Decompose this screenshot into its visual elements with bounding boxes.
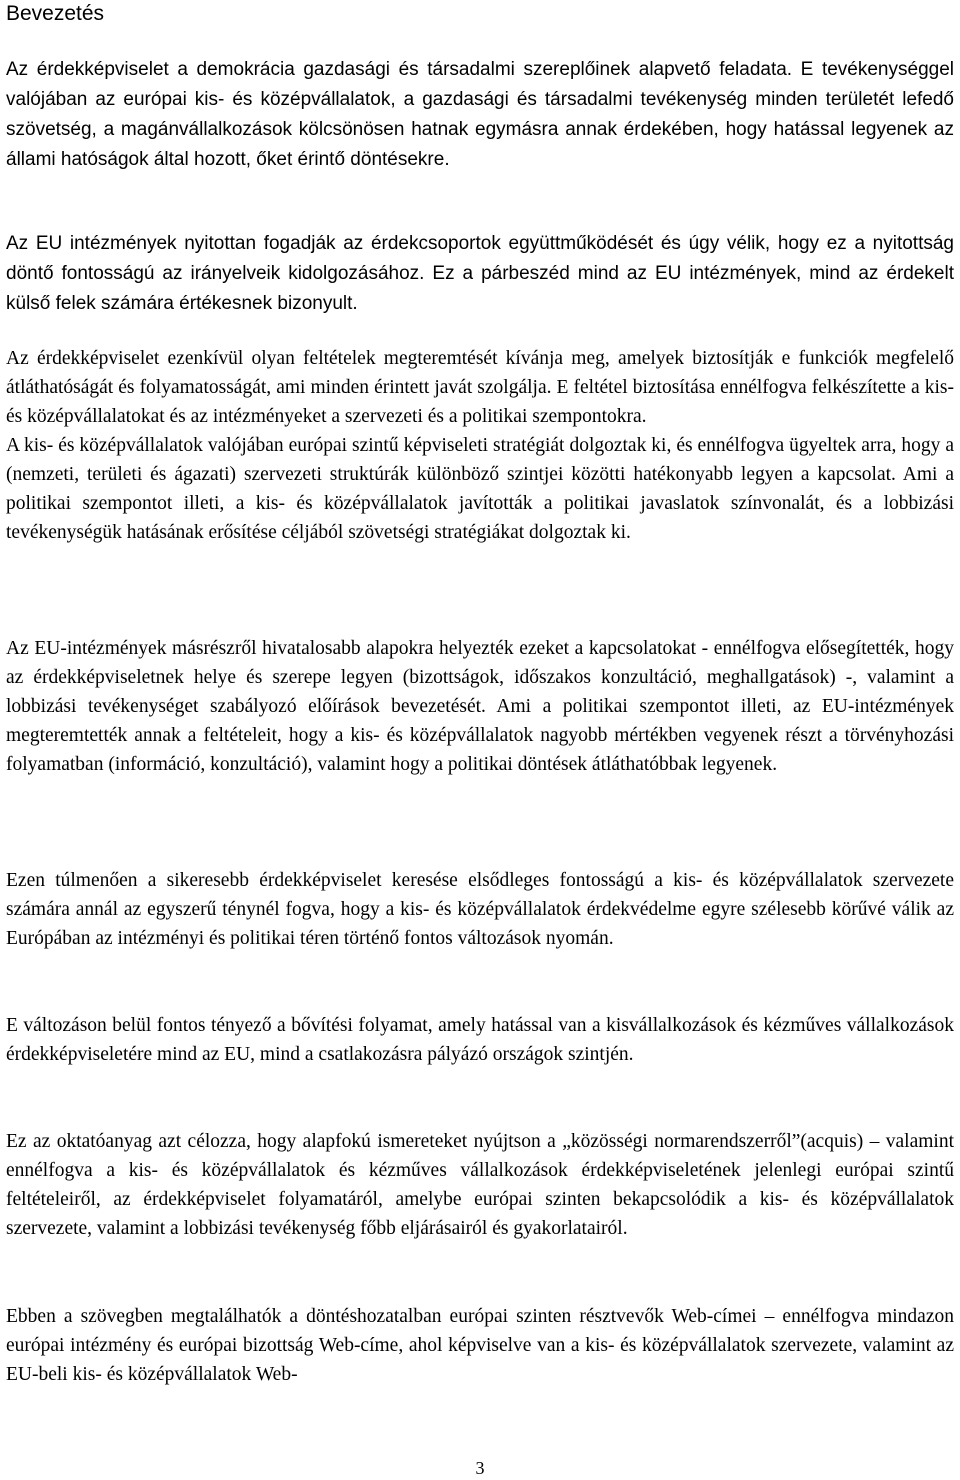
paragraph-group-institutions (6, 634, 954, 779)
paragraph-7: E változáson belül fontos tényező a bővítési folyamat, amely hatással van a kisvállalkozások és kézműves vállalkozások érdekképviseletére mind az EU, mind a csatlakozásra pályázó országok szintjén. (6, 1015, 954, 1065)
paragraph-9: Ebben a szövegben megtalálhatók a döntéshozatalban európai szinten résztvevők Web-címei – ennélfogva mindazon európai intézmény és európai bizottság Web-címe, ahol képviselve van a kis- és középvállalatok szervezete, valamint az EU-beli kis- és középvállalatok Web- (6, 1306, 954, 1385)
page-number: 3 (475, 1458, 485, 1478)
paragraph-1: Az érdekképviselet a demokrácia gazdasági és társadalmi szereplőinek alapvető feladata. E tevékenységgel valójában az európai kis- és középvállalatok, a gazdasági és társadalmi tevékenység minden területét lefedő szövetség, a magánvállalkozások kölcsönösen hatnak egymásra annak érdekében, hogy hatással legyenek az állami hatóságok által hozott, őket érintő döntésekre. (6, 59, 954, 170)
paragraph-group-success (6, 866, 954, 953)
paragraph-group-intro (6, 55, 954, 175)
paragraph-2: Az EU intézmények nyitottan fogadják az érdekcsoportok együttműködését és úgy vélik, hogy ez a nyitottság döntő fontosságú az irányelveik kidolgozásához. Ez a párbeszéd mind az EU intézmények, mind az érdekelt külső felek számára értékesnek bizonyult. (6, 233, 954, 314)
paragraph-group-lobby (6, 344, 954, 547)
paragraph-group-enlargement (6, 1011, 954, 1069)
section-heading: Bevezetés (6, 2, 105, 25)
paragraph-group-material (6, 1127, 954, 1243)
document-page (6, 0, 954, 1480)
paragraph-3: Az érdekképviselet ezenkívül olyan feltételek megteremtését kívánja meg, amelyek biztosítják e funkciók megfelelő átláthatóságát és folyamatosságát, ami minden érintett javát szolgálja. E feltétel biztosítása ennélfogva felkészítette a kis- és középvállalatokat és az intézményeket a szervezeti és a politikai szempontokra. (6, 348, 954, 427)
paragraph-group-eu (6, 229, 954, 319)
paragraph-6: Ezen túlmenően a sikeresebb érdekképviselet keresése elsődleges fontosságú a kis- és középvállalatok szervezete számára annál az egyszerű ténynél fogva, hogy a kis- és középvállalatok érdekvédelme egyre szélesebb körűvé válik az Európában az intézményi és politikai téren történő fontos változások nyomán. (6, 870, 954, 949)
paragraph-5: Az EU-intézmények másrészről hivatalosabb alapokra helyezték ezeket a kapcsolatokat - ennélfogva elősegítették, hogy az érdekképviseletnek helye és szerepe legyen (bizottságok, időszakos konzultáció, meghallgatások) -, valamint a lobbizási tevékenységet szabályozó előírások bevezetését. Ami a politikai szempontot illeti, az EU-intézmények megteremtették annak a feltételeit, hogy a kis- és középvállalatok nagyobb mértékben vegyenek részt a törvényhozási folyamatban (információ, konzultáció), valamint hogy a politikai döntések átláthatóbbak legyenek. (6, 638, 954, 775)
paragraph-group-web (6, 1302, 954, 1389)
paragraph-8: Ez az oktatóanyag azt célozza, hogy alapfokú ismereteket nyújtson a „közösségi normarendszerről”(acquis) – valamint ennélfogva a kis- és középvállalatok és kézműves vállalkozások érdekképviseletének jelenlegi európai szintű feltételeiről, az érdekképviselet folyamatáról, amelybe európai szinten bekapcsolódik a kis- és középvállalatok szervezete, valamint a lobbizási tevékenység főbb eljárásairól és gyakorlatairól. (6, 1131, 954, 1239)
paragraph-4: A kis- és középvállalatok valójában európai szintű képviseleti stratégiát dolgoztak ki, és ennélfogva ügyeltek arra, hogy a (nemzeti, területi és ágazati) szervezeti struktúrák különböző szintjei közötti hatékonyabb legyen a kapcsolat. Ami a politikai szempontot illeti, a kis- és középvállalatok javították a politikai javaslatok színvonalát, és a lobbizási tevékenységük hatásának erősítése céljából szövetségi stratégiákat dolgoztak ki. (6, 435, 954, 543)
